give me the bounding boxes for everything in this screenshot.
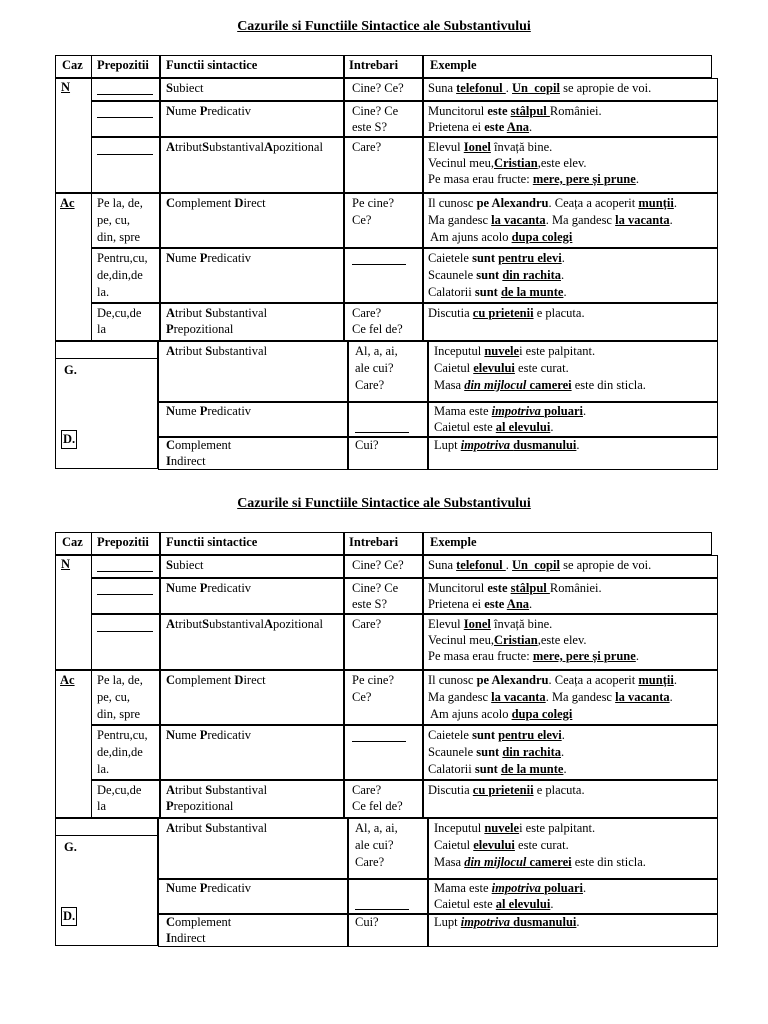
n-r2-intr-2: este S? xyxy=(352,597,388,611)
d-r1-func-1: Complement xyxy=(166,438,232,452)
d-r1-func-2: Indirect xyxy=(166,931,206,945)
ac-r1-prep-2: pe, cu, xyxy=(97,690,130,704)
ac-r1-ex-1: Il cunosc pe Alexandru. Ceața a acoperit munții. xyxy=(428,673,677,687)
blank-line xyxy=(97,104,153,118)
case-d-label: D. xyxy=(61,907,77,926)
ac-r2-prep-1: Pentru,cu, xyxy=(97,251,148,265)
g-r2-func: Nume Predicativ xyxy=(166,404,252,418)
g-r1-intr-1: Al, a, ai, xyxy=(355,821,398,835)
d-r1-func-1: Complement xyxy=(166,915,232,929)
case-g-label: G. xyxy=(64,363,77,377)
header-caz: Caz xyxy=(62,535,83,549)
d-r1-ex: Lupt impotriva dusmanului. xyxy=(434,915,580,929)
ac-r3-prep-2: la xyxy=(97,799,107,813)
ac-r1-intr-2: Ce? xyxy=(352,213,372,227)
ac-r1-ex-3: Am ajuns acolo dupa colegi xyxy=(430,230,573,244)
ac-r3-intr-1: Care? xyxy=(352,306,382,320)
case-ac-label: Ac xyxy=(60,673,75,687)
ac-r1-intr-1: Pe cine? xyxy=(352,196,394,210)
n-r2-intr-2: este S? xyxy=(352,120,388,134)
ac-r2-ex-2: Scaunele sunt din rachita. xyxy=(428,745,565,759)
g-r1-intr-2: ale cui? xyxy=(355,838,394,852)
g-r1-ex-3: Masa din mijlocul camerei este din sticla. xyxy=(434,378,646,392)
blank-line xyxy=(355,420,409,433)
ac-r2-ex-2: Scaunele sunt din rachita. xyxy=(428,268,565,282)
ac-r2-prep-3: la. xyxy=(97,762,110,776)
case-g-label: G. xyxy=(64,840,77,854)
n-r2-ex-1: Muncitorul este stâlpul României. xyxy=(428,581,602,595)
page-title: Cazurile si Functiile Sintactice ale Substantivului xyxy=(237,496,531,511)
header-exemple: Exemple xyxy=(430,535,477,549)
ac-r1-prep-2: pe, cu, xyxy=(97,213,130,227)
ac-r2-ex-3: Calatorii sunt de la munte. xyxy=(428,285,567,299)
header-functii: Functii sintactice xyxy=(166,58,258,72)
blank-line xyxy=(352,728,406,742)
case-n-label: N xyxy=(61,80,71,94)
table-1 xyxy=(0,0,768,470)
blank-line xyxy=(97,141,153,155)
ac-r3-intr-1: Care? xyxy=(352,783,382,797)
ac-r3-prep-1: De,cu,de xyxy=(97,783,142,797)
g-r1-ex-2: Caietul elevului este curat. xyxy=(434,361,569,375)
n-r3-ex-2: Vecinul meu,Cristian,este elev. xyxy=(428,633,587,647)
header-intrebari: Intrebari xyxy=(349,58,399,72)
ac-r3-func-2: Prepozitional xyxy=(166,799,234,813)
g-r1-intr-3: Care? xyxy=(355,855,385,869)
g-r2-ex-2: Caietul este al elevului. xyxy=(434,897,554,911)
n-r2-func: Nume Predicativ xyxy=(166,104,252,118)
g-r1-intr-1: Al, a, ai, xyxy=(355,344,398,358)
g-r1-intr-3: Care? xyxy=(355,378,385,392)
ac-r1-ex-2: Ma gandesc la vacanta. Ma gandesc la vacanta. xyxy=(428,213,673,227)
n-r1-intr: Cine? Ce? xyxy=(352,558,404,572)
page-title: Cazurile si Functiile Sintactice ale Substantivului xyxy=(237,19,531,34)
g-r1-ex-1: Inceputul nuvelei este palpitant. xyxy=(434,344,596,358)
blank-line xyxy=(97,81,153,95)
n-r3-intr: Care? xyxy=(352,617,382,631)
g-r1-ex-2: Caietul elevului este curat. xyxy=(434,838,569,852)
ac-r3-ex: Discutia cu prietenii e placuta. xyxy=(428,783,585,797)
case-ac-label: Ac xyxy=(60,196,75,210)
n-r1-ex: Suna telefonul . Un_copil se apropie de voi. xyxy=(428,81,652,95)
d-r1-intr: Cui? xyxy=(355,438,379,452)
blank-line xyxy=(355,897,409,910)
header-caz: Caz xyxy=(62,58,83,72)
d-r1-ex: Lupt impotriva dusmanului. xyxy=(434,438,580,452)
ac-r3-prep-2: la xyxy=(97,322,107,336)
header-exemple: Exemple xyxy=(430,58,477,72)
blank-line xyxy=(97,558,153,572)
n-r3-ex-1: Elevul Ionel învață bine. xyxy=(428,140,553,154)
g-top-cell xyxy=(55,341,158,359)
n-r3-ex-1: Elevul Ionel învață bine. xyxy=(428,617,553,631)
ac-r1-intr-1: Pe cine? xyxy=(352,673,394,687)
n-r2-ex-2: Prietena ei este Ana. xyxy=(428,597,533,611)
ac-r3-func-1: Atribut Substantival xyxy=(166,783,268,797)
n-r1-intr: Cine? Ce? xyxy=(352,81,404,95)
ac-r1-intr-2: Ce? xyxy=(352,690,372,704)
ac-r2-func: Nume Predicativ xyxy=(166,728,252,742)
ac-r2-ex-1: Caietele sunt pentru elevi. xyxy=(428,251,565,265)
g-top-cell xyxy=(55,818,158,836)
ac-r1-ex-2: Ma gandesc la vacanta. Ma gandesc la vacanta. xyxy=(428,690,673,704)
case-ac-cell xyxy=(55,193,92,341)
header-functii: Functii sintactice xyxy=(166,535,258,549)
case-n-label: N xyxy=(61,557,71,571)
ac-r2-ex-1: Caietele sunt pentru elevi. xyxy=(428,728,565,742)
blank-line xyxy=(97,618,153,632)
ac-r2-prep-1: Pentru,cu, xyxy=(97,728,148,742)
g-r1-ex-1: Inceputul nuvelei este palpitant. xyxy=(434,821,596,835)
ac-r3-intr-2: Ce fel de? xyxy=(352,799,403,813)
n-r1-ex: Suna telefonul . Un_copil se apropie de voi. xyxy=(428,558,652,572)
n-r3-func: AtributSubstantivalApozitional xyxy=(166,140,323,154)
ac-r1-prep-3: din, spre xyxy=(97,707,141,721)
n-r1-func: Subiect xyxy=(166,81,204,95)
n-r3-ex-3: Pe masa erau fructe: mere, pere și prune. xyxy=(428,649,639,663)
ac-r1-func: Complement Direct xyxy=(166,673,266,687)
blank-line xyxy=(97,581,153,595)
blank-line xyxy=(352,251,406,265)
n-r3-func: AtributSubstantivalApozitional xyxy=(166,617,323,631)
ac-r1-prep-1: Pe la, de, xyxy=(97,196,143,210)
ac-r1-prep-3: din, spre xyxy=(97,230,141,244)
n-r3-ex-2: Vecinul meu,Cristian,este elev. xyxy=(428,156,587,170)
table-2 xyxy=(0,477,768,947)
g-r1-ex-3: Masa din mijlocul camerei este din sticla. xyxy=(434,855,646,869)
n-r2-ex-2: Prietena ei este Ana. xyxy=(428,120,533,134)
ac-r2-prep-2: de,din,de xyxy=(97,268,143,282)
case-ac-cell xyxy=(55,670,92,818)
g-r2-func: Nume Predicativ xyxy=(166,881,252,895)
g-r2-ex-1: Mama este impotriva poluari. xyxy=(434,881,587,895)
n-r3-intr: Care? xyxy=(352,140,382,154)
n-r2-func: Nume Predicativ xyxy=(166,581,252,595)
g-r1-intr-2: ale cui? xyxy=(355,361,394,375)
g-r1-func: Atribut Substantival xyxy=(166,821,268,835)
g-r2-ex-2: Caietul este al elevului. xyxy=(434,420,554,434)
header-prepozitii: Prepozitii xyxy=(97,535,149,549)
case-d-label: D. xyxy=(61,430,77,449)
g-r2-ex-1: Mama este impotriva poluari. xyxy=(434,404,587,418)
ac-r1-func: Complement Direct xyxy=(166,196,266,210)
ac-r1-prep-1: Pe la, de, xyxy=(97,673,143,687)
ac-r2-ex-3: Calatorii sunt de la munte. xyxy=(428,762,567,776)
ac-r1-ex-1: Il cunosc pe Alexandru. Ceața a acoperit munții. xyxy=(428,196,677,210)
n-r2-intr-1: Cine? Ce xyxy=(352,104,399,118)
ac-r3-prep-1: De,cu,de xyxy=(97,306,142,320)
ac-r3-intr-2: Ce fel de? xyxy=(352,322,403,336)
ac-r2-prep-3: la. xyxy=(97,285,110,299)
d-r1-func-2: Indirect xyxy=(166,454,206,468)
header-intrebari: Intrebari xyxy=(349,535,399,549)
header-prepozitii: Prepozitii xyxy=(97,58,149,72)
ac-r3-func-1: Atribut Substantival xyxy=(166,306,268,320)
g-r1-func: Atribut Substantival xyxy=(166,344,268,358)
ac-r3-func-2: Prepozitional xyxy=(166,322,234,336)
ac-r3-ex: Discutia cu prietenii e placuta. xyxy=(428,306,585,320)
n-r1-func: Subiect xyxy=(166,558,204,572)
ac-r2-func: Nume Predicativ xyxy=(166,251,252,265)
ac-r1-ex-3: Am ajuns acolo dupa colegi xyxy=(430,707,573,721)
n-r3-ex-3: Pe masa erau fructe: mere, pere și prune. xyxy=(428,172,639,186)
n-r2-ex-1: Muncitorul este stâlpul României. xyxy=(428,104,602,118)
ac-r2-prep-2: de,din,de xyxy=(97,745,143,759)
n-r2-intr-1: Cine? Ce xyxy=(352,581,399,595)
d-r1-intr: Cui? xyxy=(355,915,379,929)
